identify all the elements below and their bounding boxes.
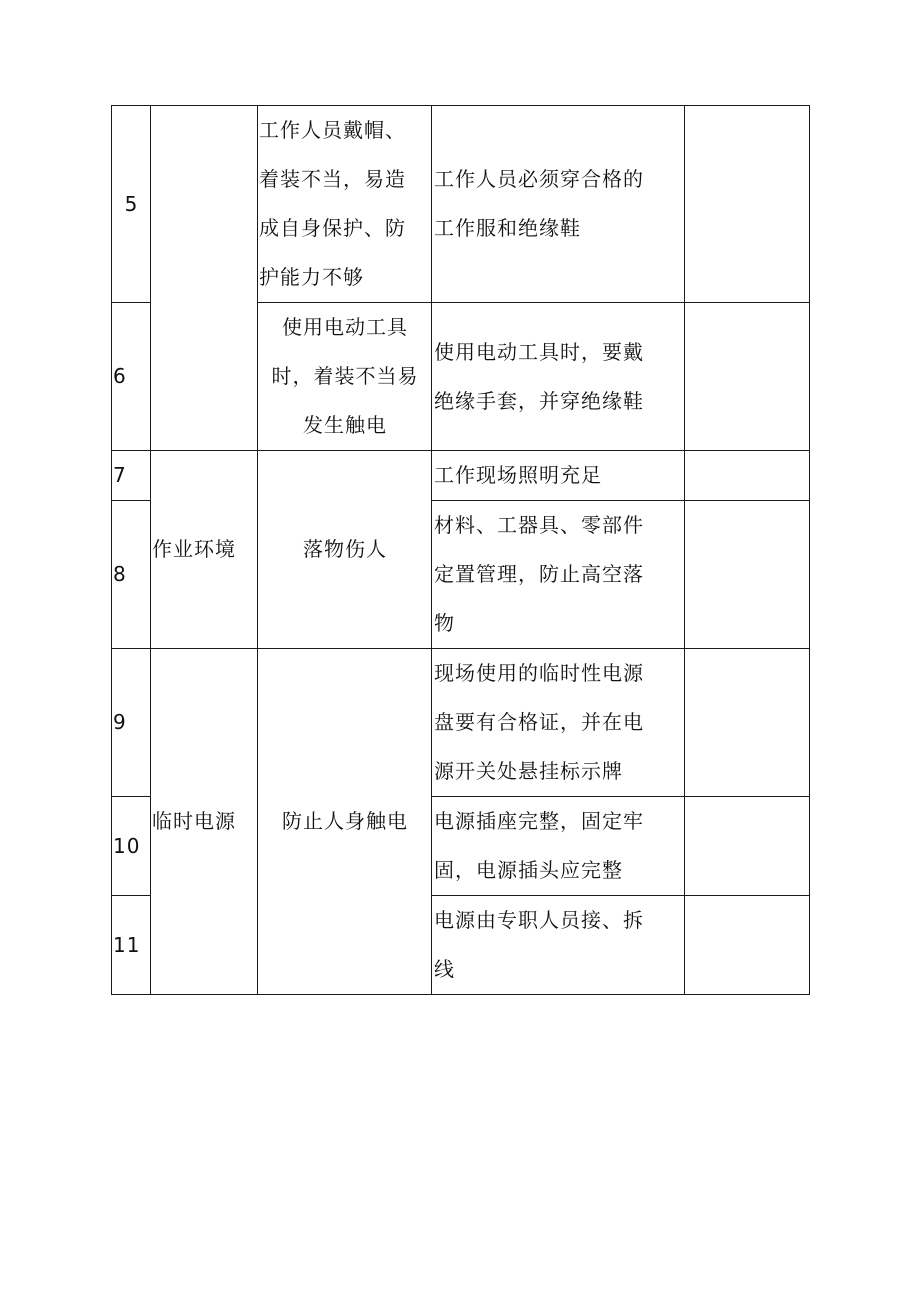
row-number: 8 [112,501,151,649]
measure-line: 源开关处悬挂标示牌 [434,759,623,783]
note-cell [685,649,810,797]
row-number: 6 [112,303,151,451]
measure-cell [432,797,685,896]
category-cell: 作业环境 [151,451,258,649]
hazard-line: 工作人员戴帽、 [259,118,406,142]
measure-line: 线 [434,957,455,981]
row-number: 9 [112,649,151,797]
note-cell [685,303,810,451]
measure-line: 使用电动工具时，要戴 [434,339,644,364]
measure-line: 定置管理，防止高空落 [434,562,644,586]
hazard-line: 使用电动工具 [282,315,408,339]
hazard-line: 护能力不够 [259,265,364,289]
measure-line: 绝缘手套，并穿绝缘鞋 [434,388,644,413]
measure-cell [432,303,685,451]
measure-line: 工作人员必须穿合格的 [434,167,644,191]
measure-line: 工作服和绝缘鞋 [434,216,581,240]
hazard-cell: 防止人身触电 [258,649,432,995]
measure-cell [432,106,685,303]
measure-line: 现场使用的临时性电源 [434,661,644,685]
note-cell [685,501,810,649]
measure-line: 电源插座完整，固定牢 [434,809,644,833]
measure-cell [432,896,685,995]
hazard-line: 时，着装不当易 [271,364,419,388]
hazard-cell [258,106,432,303]
category-cell: 临时电源 [151,649,258,995]
note-cell [685,451,810,501]
note-cell [685,896,810,995]
measure-line: 物 [434,611,455,635]
table-row [112,451,810,501]
row-number: 10 [112,797,151,896]
measure-cell [432,501,685,649]
row-number: 11 [112,896,151,995]
safety-measures-table [111,105,810,995]
hazard-line: 成自身保护、防 [259,216,406,240]
measure-line: 电源由专职人员接、拆 [434,908,644,932]
hazard-cell: 落物伤人 [258,451,432,649]
measure-cell [432,649,685,797]
measure-line: 工作现场照明充足 [434,463,602,487]
table-row [112,649,810,797]
hazard-cell [258,303,432,451]
category-cell [151,106,258,451]
row-number: 7 [112,451,151,501]
table-row [112,106,810,303]
measure-line: 盘要有合格证，并在电 [434,710,644,734]
hazard-line: 着装不当，易造 [259,167,406,191]
measure-line: 固，电源插头应完整 [434,858,623,882]
hazard-line: 发生触电 [303,413,387,437]
note-cell [685,106,810,303]
note-cell [685,797,810,896]
measure-line: 材料、工器具、零部件 [434,513,644,537]
row-number: 5 [112,106,151,303]
measure-cell [432,451,685,501]
